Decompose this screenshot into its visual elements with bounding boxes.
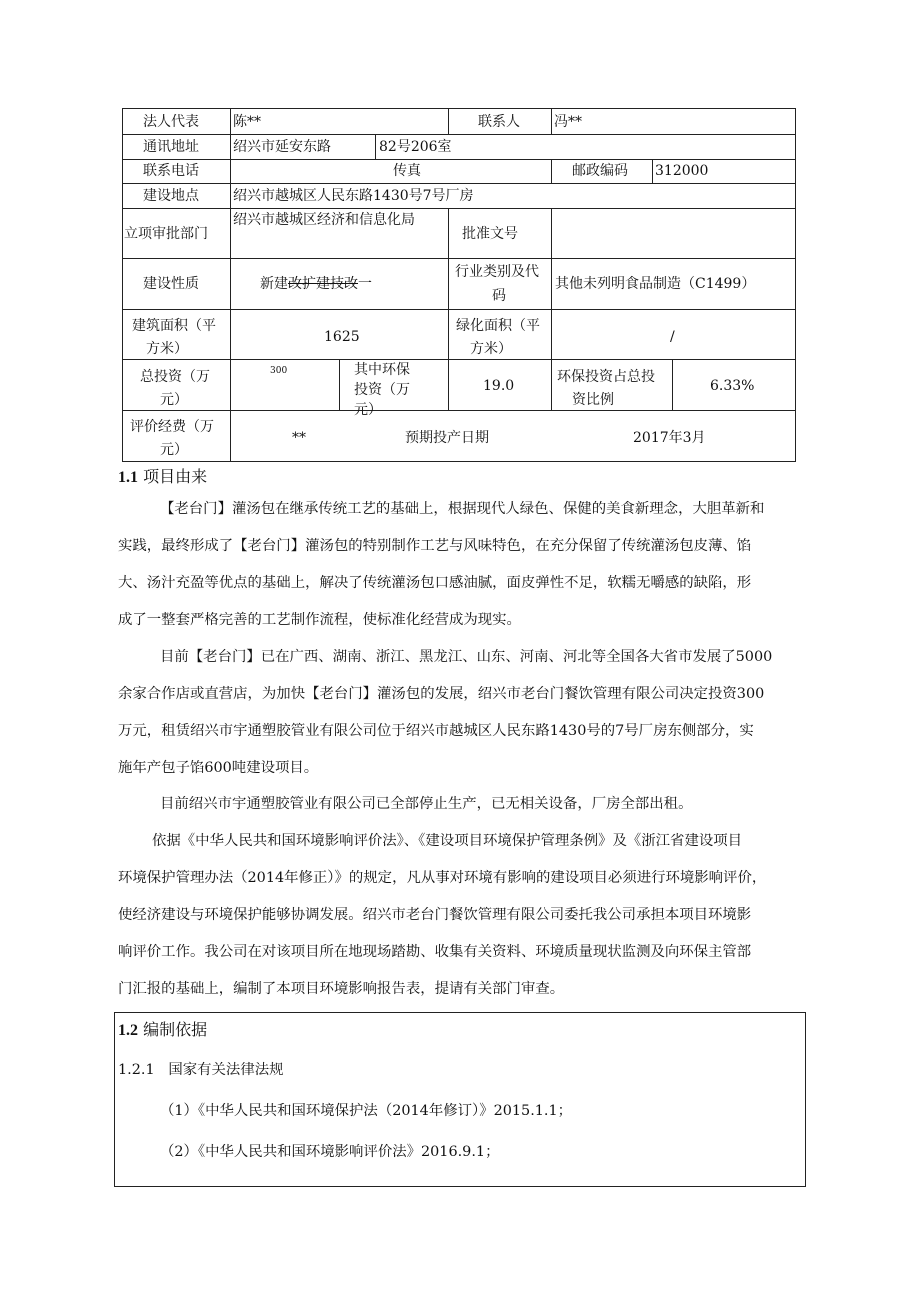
section-1-2-title: 编制依据 <box>143 1020 208 1039</box>
paragraph-line: 目前绍兴市宇通塑胶管业有限公司已全部停止生产，已无相关设备，厂房全部出租。 <box>160 796 693 812</box>
approval-dept-label: 立项审批部门 <box>124 226 208 242</box>
address-value-street: 绍兴市延安东路 <box>233 139 331 155</box>
law-item-2: （2）《中华人民共和国环境影响评价法》2016.9.1； <box>160 1144 500 1160</box>
section-1-1-paragraph-1 <box>118 491 803 639</box>
eval-fee-label-line1: 评价经费（万 <box>130 419 214 435</box>
env-invest-label-line2: 投资（万 <box>354 382 410 398</box>
nature-value <box>260 275 372 293</box>
floor-area-label-line1: 建筑面积（平 <box>132 318 216 334</box>
floor-area-value: 1625 <box>324 329 360 345</box>
phone-label: 联系电话 <box>143 163 199 179</box>
industry-value: 其他未列明食品制造（C1499） <box>555 276 756 292</box>
approval-dept-value: 绍兴市越城区经济和信息化局 <box>233 212 415 228</box>
subsection-1-2-1-number: 1.2.1 <box>118 1062 155 1078</box>
paragraph-line: 门汇报的基础上，编制了本项目环境影响报告表，提请有关部门审查。 <box>118 981 565 997</box>
paragraph-line: 依据《中华人民共和国环境影响评价法》、《建设项目环境保护管理条例》及《浙江省建设项目 <box>152 833 743 849</box>
env-ratio-label-line1: 环保投资占总投 <box>557 369 655 385</box>
industry-label-line2: 码 <box>492 288 506 304</box>
section-1-2-heading <box>118 1017 207 1040</box>
total-invest-label-line1: 总投资（万 <box>140 369 210 385</box>
production-date-value: 2017年3月 <box>633 430 706 446</box>
paragraph-line: 施年产包子馅600吨建设项目。 <box>118 760 319 776</box>
legal-rep-label: 法人代表 <box>143 114 199 130</box>
env-invest-label-cell <box>340 360 448 418</box>
industry-label-line1: 行业类别及代 <box>455 264 539 280</box>
green-area-label-line2: 方米） <box>470 341 512 357</box>
paragraph-line: 成了一整套严格完善的工艺制作流程，使标准化经营成为现实。 <box>118 612 521 628</box>
law-item-1: （1）《中华人民共和国环境保护法（2014年修订）》2015.1.1； <box>160 1103 573 1119</box>
paragraph-line: 余家合作店或直营店，为加快【老台门】灌汤包的发展，绍兴市老台门餐饮管理有限公司决定投资300 <box>118 686 765 702</box>
total-invest-value: 300 <box>270 366 288 376</box>
section-1-1-heading <box>118 464 207 487</box>
section-1-2-number: 1.2 <box>118 1022 138 1039</box>
paragraph-line: 使经济建设与环境保护能够协调发展。绍兴市老台门餐饮管理有限公司委托我公司承担本项目环境影 <box>118 907 752 923</box>
section-1-1-paragraph-2 <box>118 639 803 787</box>
eval-fee-value: ** <box>292 430 306 446</box>
env-invest-label-line3: 元） <box>354 402 382 418</box>
section-1-1-paragraph-4 <box>118 823 803 1008</box>
contact-label: 联系人 <box>478 114 520 130</box>
contact-value: 冯** <box>554 114 582 130</box>
section-1-1-title: 项目由来 <box>143 467 208 486</box>
paragraph-line: 万元，租赁绍兴市宇通塑胶管业有限公司位于绍兴市越城区人民东路1430号的7号厂房东侧部分，实 <box>118 723 754 739</box>
address-label: 通讯地址 <box>143 139 199 155</box>
paragraph-line: 大、汤汁充盈等优点的基础上，解决了传统灌汤包口感油腻，面皮弹性不足，软糯无嚼感的缺陷，形 <box>118 575 752 591</box>
subsection-1-2-1-heading <box>118 1061 284 1079</box>
paragraph-line: 响评价工作。我公司在对该项目所在地现场踏勘、收集有关资料、环境质量现状监测及向环保主管部 <box>118 944 752 960</box>
nature-label: 建设性质 <box>143 276 199 292</box>
nature-dash: 一 <box>358 276 372 292</box>
address-value-room: 82号206室 <box>379 139 452 155</box>
env-ratio-value: 6.33% <box>710 378 755 394</box>
section-1-1-paragraph-3 <box>118 786 803 823</box>
total-invest-label-line2: 元） <box>160 392 188 408</box>
nature-struck: 改扩建技改 <box>288 276 358 292</box>
paragraph-line: 实践，最终形成了【老台门】灌汤包的特别制作工艺与风味特色，在充分保留了传统灌汤包皮薄、馅 <box>118 538 752 554</box>
site-value: 绍兴市越城区人民东路1430号7号厂房 <box>233 188 474 204</box>
fax-label: 传真 <box>393 163 421 179</box>
green-area-label-line1: 绿化面积（平 <box>456 318 540 334</box>
env-invest-label-line1: 其中环保 <box>354 362 410 378</box>
floor-area-label-line2: 方米） <box>146 341 188 357</box>
paragraph-line: 目前【老台门】已在广西、湖南、浙江、黑龙江、山东、河南、河北等全国各大省市发展了5000 <box>160 649 773 665</box>
postcode-value: 312000 <box>655 163 709 179</box>
postcode-label: 邮政编码 <box>572 163 628 179</box>
subsection-1-2-1-title: 国家有关法律法规 <box>168 1062 284 1078</box>
paragraph-line: 环境保护管理办法（2014年修正）》的规定，凡从事对环境有影响的建设项目必须进行环境影响评价， <box>118 870 767 886</box>
paragraph-line: 【老台门】灌汤包在继承传统工艺的基础上，根据现代人绿色、保健的美食新理念，大胆革新和 <box>160 501 765 517</box>
env-ratio-label-line2: 资比例 <box>572 392 614 408</box>
green-area-value: / <box>670 329 675 345</box>
legal-rep-value: 陈** <box>233 114 261 130</box>
nature-new: 新建 <box>260 276 288 292</box>
production-date-label: 预期投产日期 <box>405 430 489 446</box>
env-invest-value: 19.0 <box>483 378 515 394</box>
site-label: 建设地点 <box>143 188 199 204</box>
eval-fee-label-line2: 元） <box>160 442 188 458</box>
approval-no-label: 批准文号 <box>462 226 518 242</box>
section-1-1-number: 1.1 <box>118 469 138 486</box>
